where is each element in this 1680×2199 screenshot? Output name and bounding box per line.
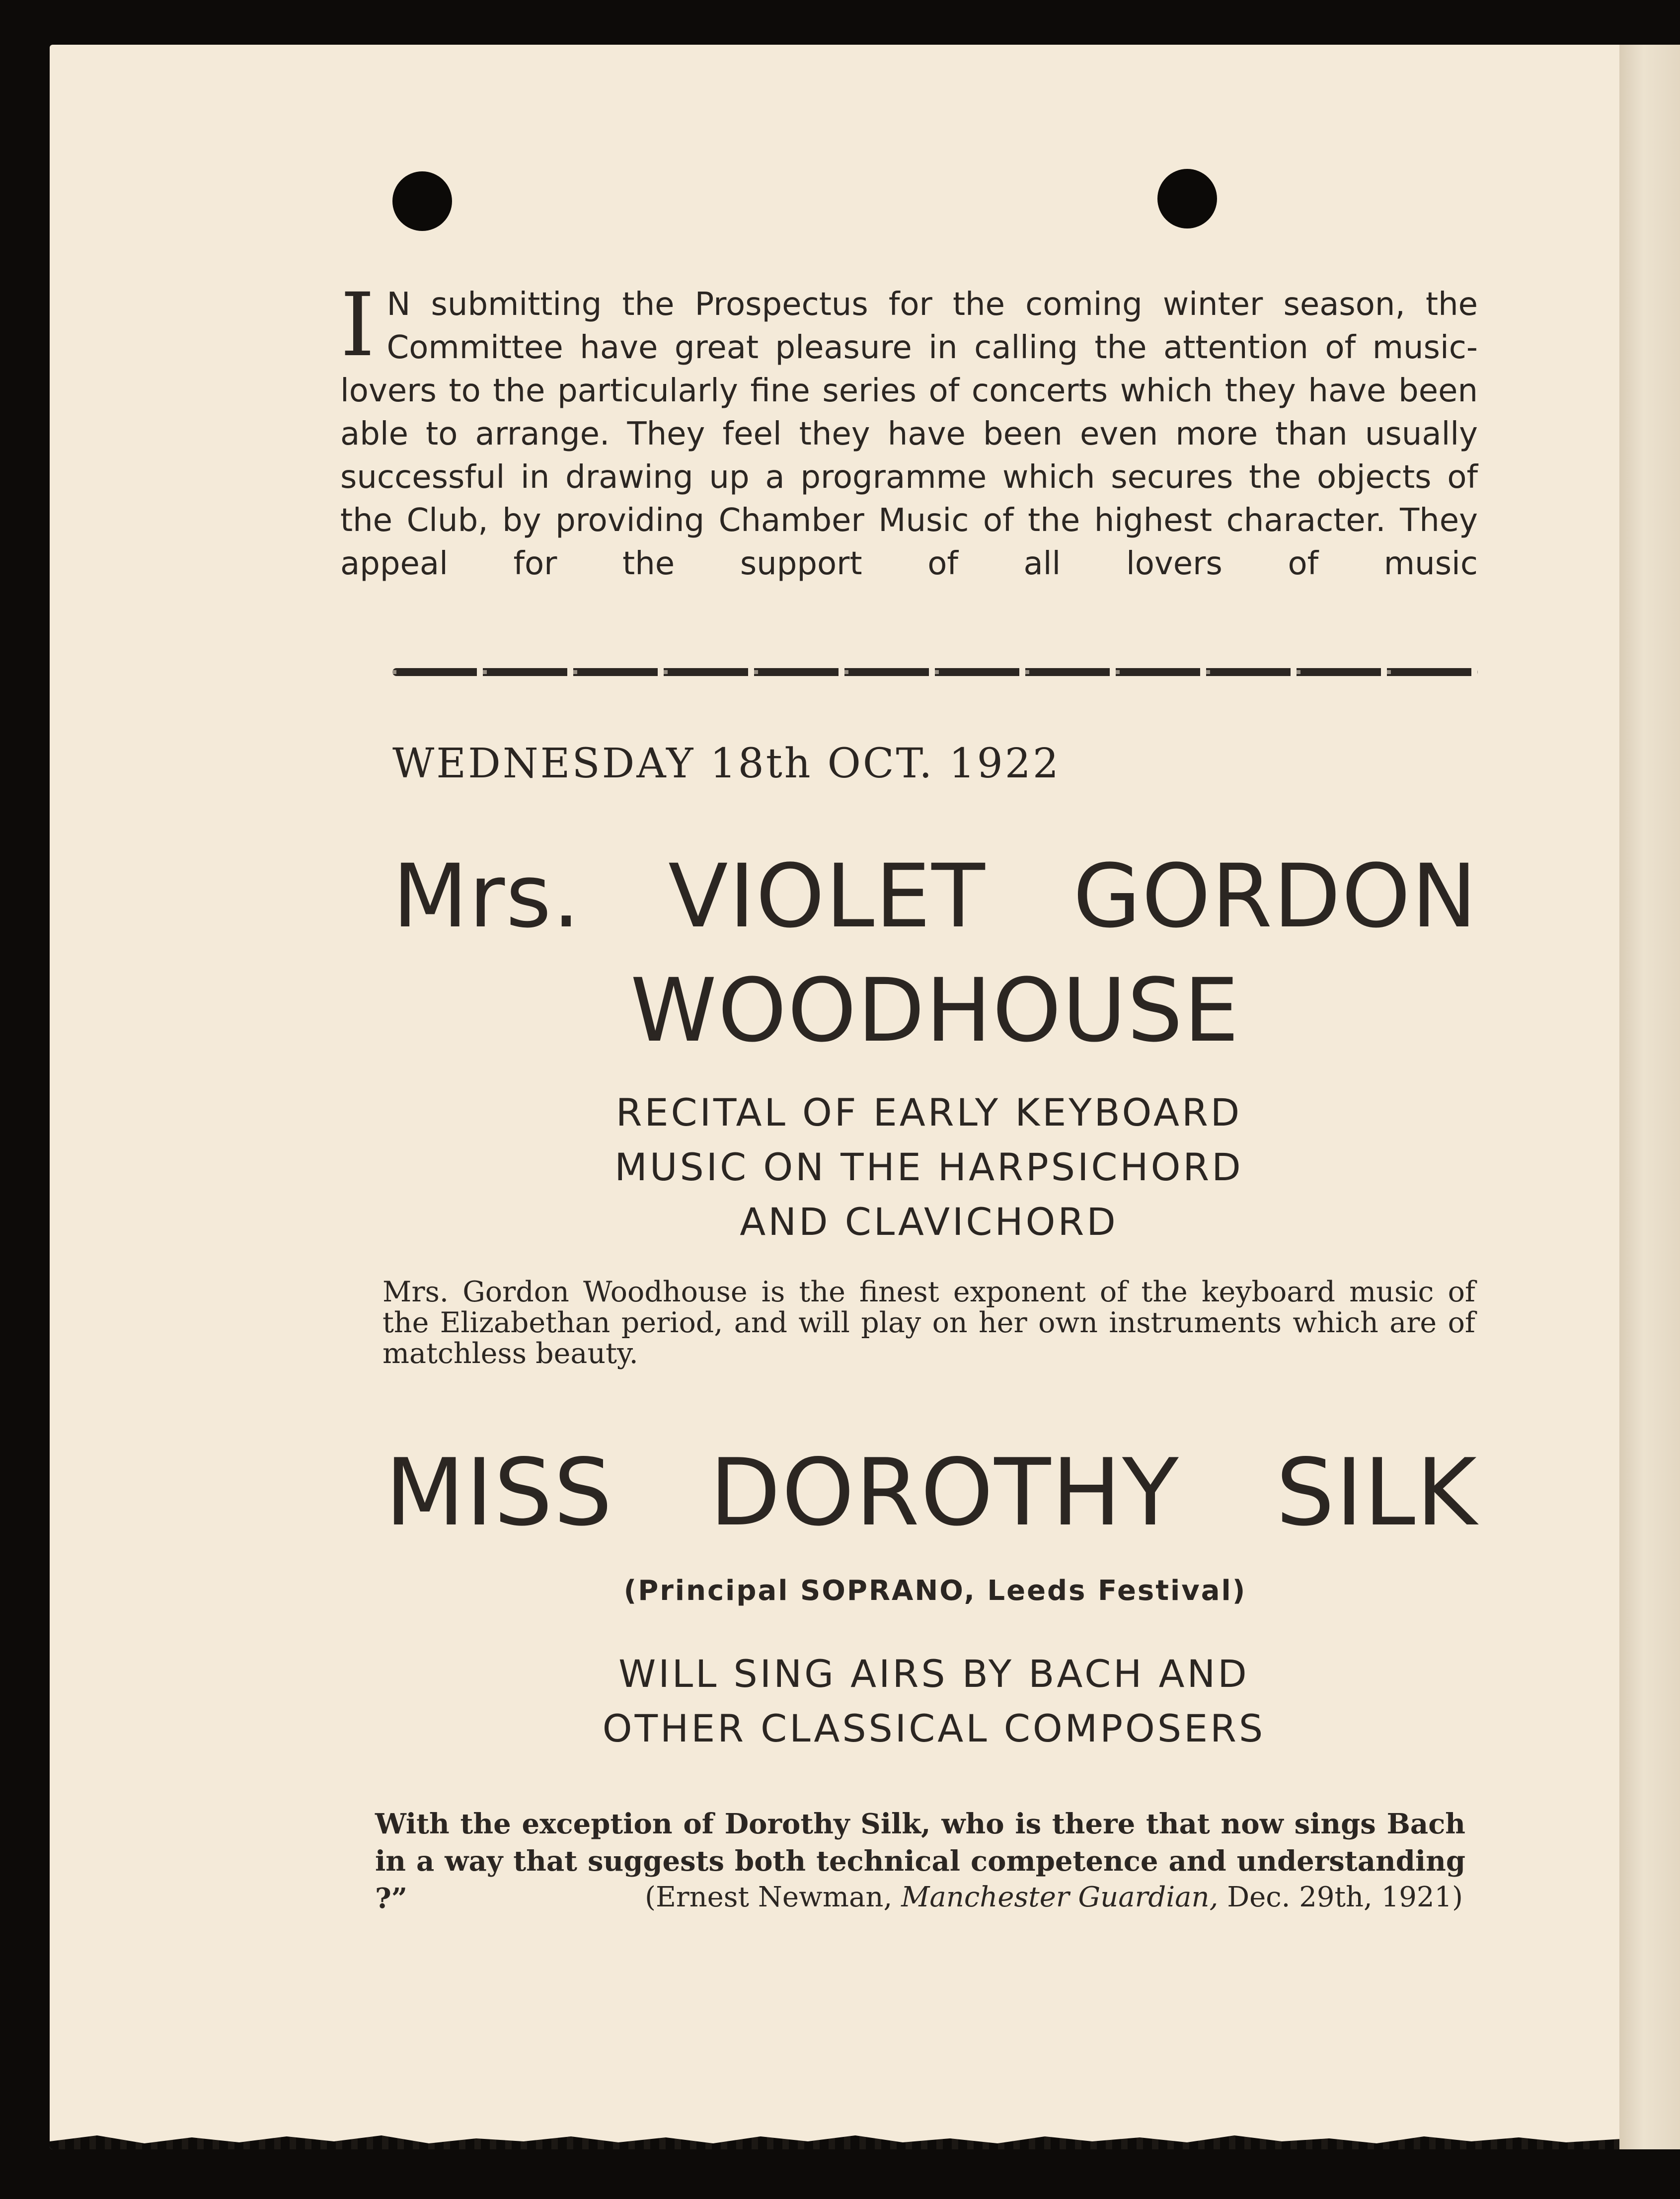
decorative-divider [392, 668, 1478, 676]
quote-citation [392, 1881, 1463, 1913]
intro-text: N submitting the Prospectus for the coming winter season, the Committee have great pleasure in calling the attention of music-lovers to the particularly fine series of concerts which they have been able to arrange. They feel they have been even more than usually successful in drawing up a programme which secures the objects of the Club, by providing Chamber Music of the highest character. They appeal for the support of all lovers of music [340, 286, 1478, 582]
citation-source: Manchester Guardian, [901, 1881, 1219, 1913]
performer-name-silk: MISS DOROTHY SILK [385, 1439, 1478, 1546]
intro-paragraph [340, 274, 1478, 586]
torn-edge [50, 2129, 1629, 2149]
performer-note: (Principal SOPRANO, Leeds Festival) [623, 1575, 1247, 1607]
performer-name-line1: Mrs. VIOLET GORDON [392, 845, 1478, 947]
prospectus-page [50, 45, 1629, 2149]
adjacent-page-edge [1619, 45, 1680, 2149]
drop-cap: I [340, 274, 375, 376]
concert-date: WEDNESDAY 18th OCT. 1922 [392, 740, 1061, 787]
citation-author: (Ernest Newman, [645, 1881, 893, 1913]
program-line: OTHER CLASSICAL COMPOSERS [602, 1706, 1266, 1750]
punch-hole [392, 171, 452, 231]
performer-description: Mrs. Gordon Woodhouse is the finest exponent of the keyboard music of the Elizabethan period, and will play on her own instruments which are of matchless beauty. [382, 1276, 1475, 1370]
program-line: AND CLAVICHORD [740, 1200, 1118, 1244]
performer-name-woodhouse [392, 839, 1478, 1068]
program-woodhouse [532, 1085, 1326, 1249]
press-quote: With the exception of Dorothy Silk, who is there that now sings Bach in a way that suggests both technical competence and understanding ?” [375, 1808, 1465, 1915]
citation-date: Dec. 29th, 1921) [1227, 1881, 1463, 1913]
program-line: WILL SING AIRS BY BACH AND [618, 1652, 1249, 1696]
performer-name-line2: WOODHOUSE [630, 960, 1240, 1062]
punch-hole [1157, 169, 1217, 228]
program-line: RECITAL OF EARLY KEYBOARD [615, 1090, 1242, 1135]
program-line: MUSIC ON THE HARPSICHORD [614, 1145, 1243, 1189]
program-silk [527, 1647, 1341, 1756]
